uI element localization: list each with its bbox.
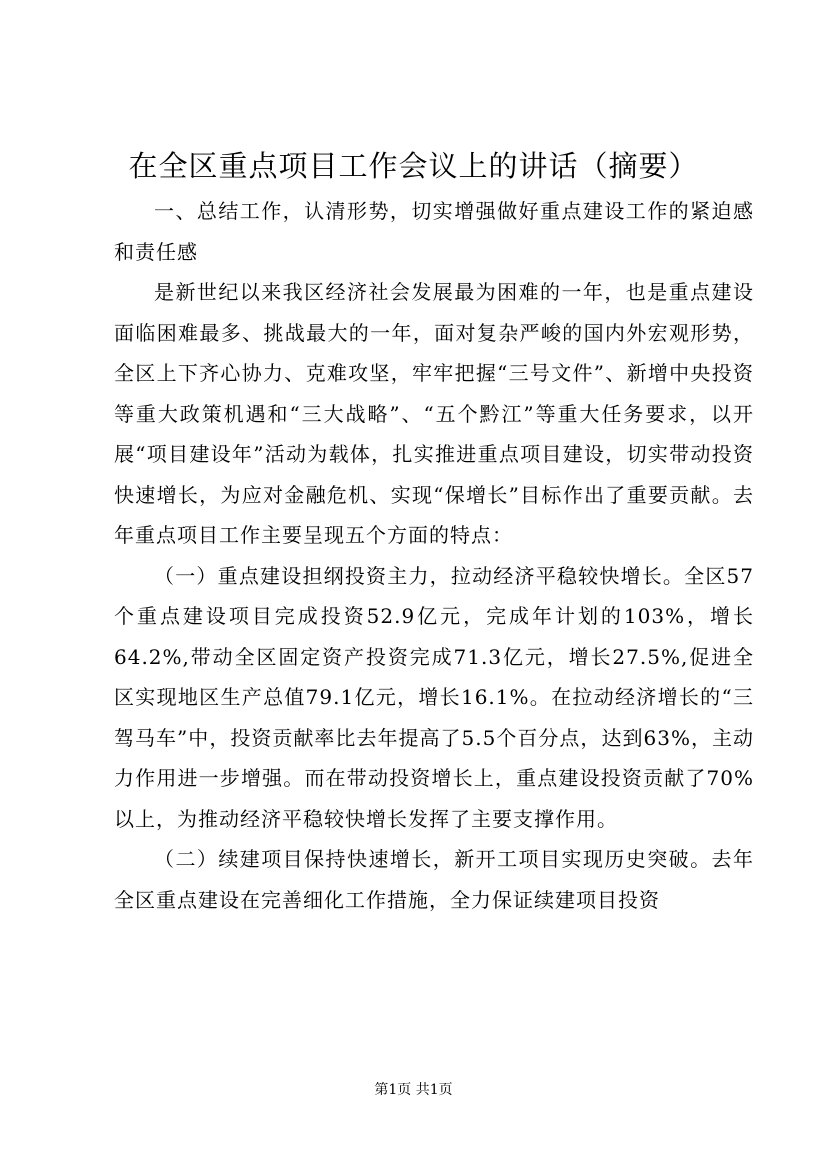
- document-body: [114, 191, 754, 920]
- document-title: 在全区重点项目工作会议上的讲话（摘要）: [128, 149, 699, 183]
- paragraph-point-1: （一）重点建设担纲投资主力，拉动经济平稳较快增长。全区57个重点建设项目完成投资52.9亿元，完成年计划的103%，增长64.2%,带动全区固定资产投资完成71.3亿元，增长27.5%,促进全区实现地区生产总值79.1亿元，增长16.1%。在拉动经济增长的“三驾马车”中，投资贡献率比去年提高了5.5个百分点，达到63%，主动力作用进一步增强。而在带动投资增长上，重点建设投资贡献了70%以上，为推动经济平稳较快增长发挥了主要支撑作用。: [114, 563, 754, 831]
- paragraph-point-2: （二）续建项目保持快速增长，新开工项目实现历史突破。去年全区重点建设在完善细化工作措施，全力保证续建项目投资: [114, 847, 754, 912]
- paragraph-intro: 是新世纪以来我区经济社会发展最为困难的一年，也是重点建设面临困难最多、挑战最大的一年，面对复杂严峻的国内外宏观形势，全区上下齐心协力、克难攻坚，牢牢把握“三号文件”、新增中央投资等重大政策机遇和“三大战略”、“五个黔江”等重大任务要求，以开展“项目建设年”活动为载体，扎实推进重点项目建设，切实带动投资快速增长，为应对金融危机、实现“保增长”目标作出了重要贡献。去年重点项目工作主要呈现五个方面的特点：: [114, 280, 754, 547]
- page-footer: 第1页 共1页: [374, 1082, 453, 1098]
- section-heading: 一、总结工作，认清形势，切实增强做好重点建设工作的紧迫感和责任感: [114, 199, 754, 264]
